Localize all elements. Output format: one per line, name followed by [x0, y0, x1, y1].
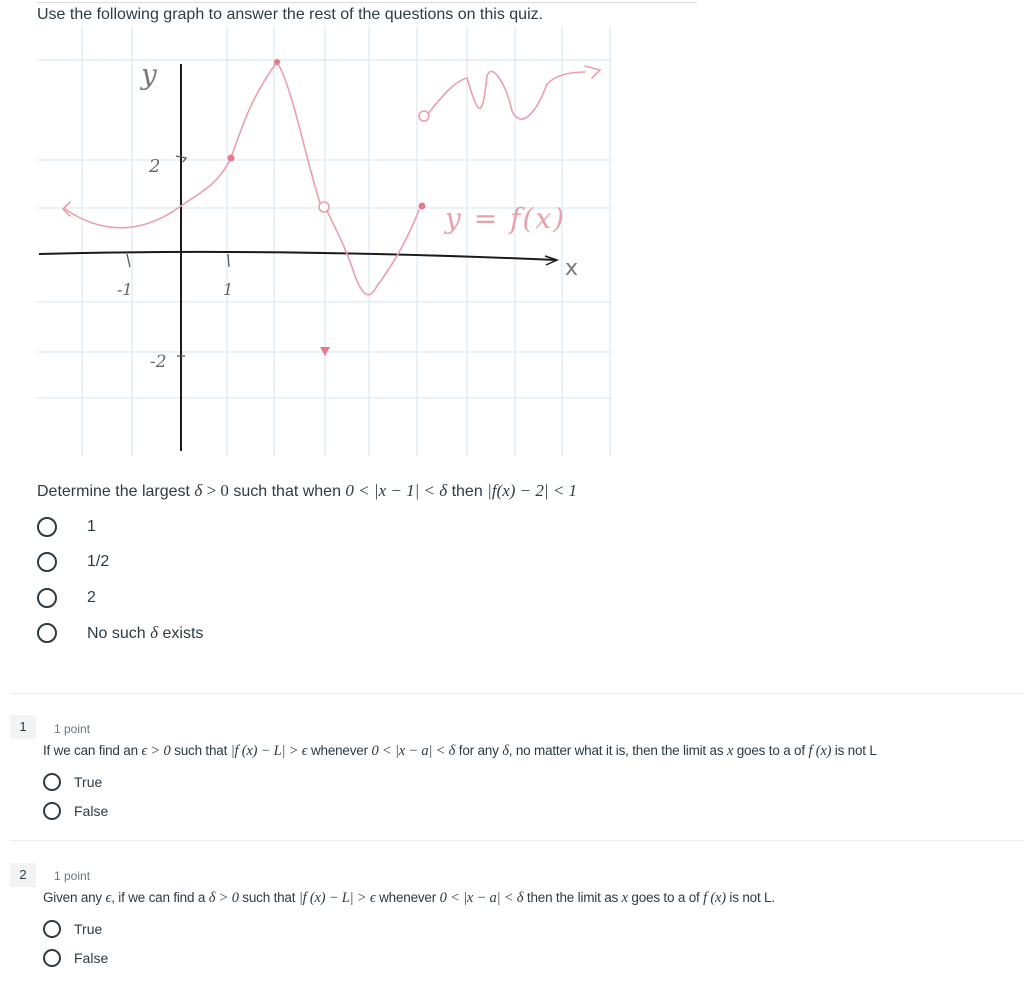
question-number[interactable]: 1 — [10, 715, 36, 739]
prompt-mid: such that when — [228, 483, 346, 500]
tick-label-x-neg1: -1 — [117, 280, 133, 299]
q2-option-false[interactable] — [43, 949, 108, 967]
tick-label-y-neg2: -2 — [150, 352, 167, 372]
tick-label-y-2: 2 — [149, 156, 161, 177]
radio-button[interactable] — [37, 552, 57, 572]
open-point-right — [419, 111, 429, 121]
option-label: 1/2 — [87, 553, 110, 570]
x-axis-label: x — [565, 256, 579, 281]
question-points: 1 point — [54, 869, 91, 883]
quiz-intro: Use the following graph to answer the rest of the questions on this quiz. — [37, 6, 544, 23]
question-points: 1 point — [54, 722, 91, 736]
radio-button[interactable] — [43, 773, 61, 791]
option-label: 2 — [87, 589, 96, 606]
radio-button[interactable] — [43, 802, 61, 820]
radio-button[interactable] — [37, 588, 57, 608]
prompt-prefix: Determine the largest — [37, 483, 195, 500]
prompt-delta: δ — [194, 481, 203, 500]
q0-option-1[interactable] — [37, 517, 96, 537]
option-label: True — [74, 921, 103, 937]
option-label: False — [74, 950, 109, 966]
radio-button[interactable] — [37, 623, 57, 643]
function-graph — [37, 26, 612, 456]
graph-grid — [37, 26, 612, 456]
q0-option-3[interactable] — [37, 588, 96, 608]
prompt-ineq2: |f(x) − 2| < 1 — [487, 481, 578, 500]
q1-option-true[interactable] — [43, 773, 102, 791]
option-label: 1 — [87, 518, 96, 535]
question-2-text: Given any ϵ, if we can find a δ > 0 such that |f (x) − L| > ϵ whenever 0 < |x − a| < δ then the limit as x goes to a of f (x) is not L. — [43, 890, 775, 906]
open-point — [319, 202, 329, 212]
question-divider — [10, 693, 1024, 694]
question-divider — [10, 840, 1024, 841]
radio-button[interactable] — [37, 517, 57, 537]
prompt-ineq1: 0 < |x − 1| < δ — [345, 481, 448, 500]
graph-question-prompt — [37, 481, 577, 501]
function-curve — [63, 62, 600, 295]
prompt-then: then — [447, 483, 488, 500]
question-number[interactable]: 2 — [10, 863, 36, 887]
radio-button[interactable] — [43, 949, 61, 967]
q0-option-2[interactable] — [37, 552, 109, 572]
radio-button[interactable] — [43, 920, 61, 938]
x-axis — [39, 252, 557, 260]
q2-option-true[interactable] — [43, 920, 102, 938]
y-axis-label: y — [141, 58, 157, 91]
option-label: False — [74, 803, 109, 819]
tick-label-x-1: 1 — [223, 280, 234, 299]
prompt-cond: > 0 — [202, 481, 229, 500]
q1-option-false[interactable] — [43, 802, 108, 820]
question-1-text: If we can find an ϵ > 0 such that |f (x) − L| > ϵ whenever 0 < |x − a| < δ for any δ, no matter what it is, then the limit as x goes to a of f (x) is not L — [43, 743, 877, 759]
q0-option-4[interactable] — [37, 623, 203, 643]
filled-point-at-1 — [228, 155, 235, 162]
filled-point-right — [419, 203, 426, 210]
top-divider — [37, 2, 697, 3]
function-label: y = f(x) — [445, 202, 567, 235]
option-label: No such δ exists — [87, 623, 204, 642]
filled-point-at-peak — [274, 59, 280, 65]
option-label: True — [74, 774, 103, 790]
tick-marks — [127, 156, 229, 356]
